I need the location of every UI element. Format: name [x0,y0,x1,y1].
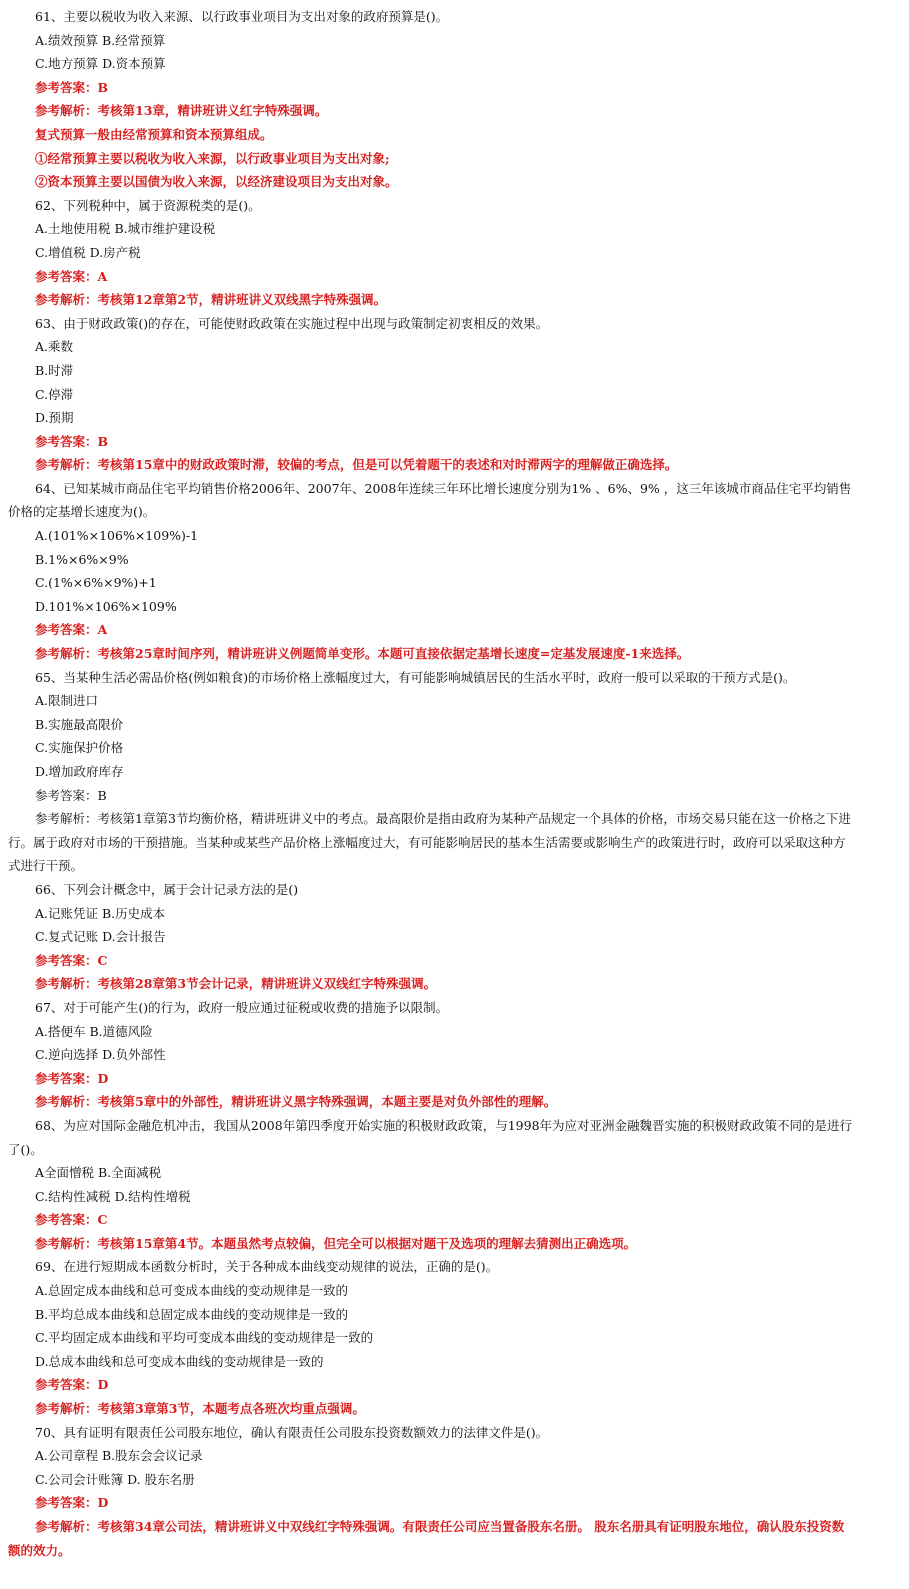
text-line: A.限制进口 [35,693,99,709]
text-line: B.实施最高限价 [35,716,124,732]
text-line: C.实施保护价格 [35,740,124,756]
text-line: 复式预算一般由经常预算和资本预算组成。 [35,126,273,142]
text-line: C.(1%×6%×9%)+1 [35,575,157,591]
text-line: B.时滞 [35,362,74,378]
document-page [0,5,909,1562]
text-line: D.101%×106%×109% [35,598,177,614]
text-line: 70、具有证明有限责任公司股东地位，确认有限责任公司股东投资数额效力的法律文件是()。 [35,1424,549,1440]
text-line: 参考答案：D [35,1070,109,1086]
text-line: C.结构性减税 D.结构性增税 [35,1188,191,1204]
text-line: 参考解析：考核第25章时间序列，精讲班讲义例题简单变形。本题可直接依据定基增长速度=定基发展速度-1来选择。 [35,646,690,662]
text-line: 式进行干预。 [8,858,84,874]
text-line: C.停滞 [35,386,74,402]
text-line: 参考答案：C [35,1212,108,1228]
text-line: 62、下列税种中，属于资源税类的是()。 [35,197,261,213]
text-line: 63、由于财政政策()的存在，可能使财政政策在实施过程中出现与政策制定初衷相反的效果。 [35,315,549,331]
text-line: 了()。 [8,1141,43,1157]
text-line: A.记账凭证 B.历史成本 [35,905,166,921]
text-line: 参考解析：考核第5章中的外部性，精讲班讲义黑字特殊强调，本题主要是对负外部性的理解。 [35,1094,557,1110]
text-line: 参考答案：A [35,268,108,284]
text-line: 69、在进行短期成本函数分析时，关于各种成本曲线变动规律的说法，正确的是()。 [35,1259,499,1275]
text-line: 参考解析：考核第12章第2节，精讲班讲义双线黑字特殊强调。 [35,292,387,308]
text-line: A全面憎税 B.全面减税 [35,1165,162,1181]
text-line: A.搭便车 B.道德风险 [35,1023,153,1039]
text-line: 61、主要以税收为收入来源、以行政事业项目为支出对象的政府预算是()。 [35,9,449,24]
text-line: 参考答案：D [35,1377,109,1393]
text-line: 67、对于可能产生()的行为，政府一般应通过征税或收费的措施予以限制。 [35,999,449,1015]
text-line: 64、已知某城市商品住宅平均销售价格2006年、2007年、2008年连续三年环比增长速度分别为1% 、6%、9% ，这三年该城市商品住宅平均销售 [35,480,852,496]
text-line: C.复式记账 D.会计报告 [35,929,166,945]
text-line: 参考解析：考核第13章，精讲班讲义红字特殊强调。 [35,103,328,119]
text-line: C.逆向选择 D.负外部性 [35,1047,166,1063]
text-line: A.(101%×106%×109%)-1 [35,528,199,544]
text-line: 参考答案：B [35,79,109,95]
text-line: A.土地使用税 B.城市维护建设税 [35,221,216,237]
text-line: 参考解析：考核第28章第3节会计记录，精讲班讲义双线红字特殊强调。 [35,976,437,992]
text-line: B.平均总成本曲线和总固定成本曲线的变动规律是一致的 [35,1306,349,1322]
text-line: ②资本预算主要以国债为收入来源，以经济建设项目为支出对象。 [35,174,398,190]
text-line: 参考答案：B [35,787,107,803]
text-line: 额的效力。 [8,1542,71,1558]
text-line: 行。属于政府对市场的干预措施。当某种或某些产品价格上涨幅度过大，有可能影响居民的基本生活需要或影响生产的政策进行时，政府可以采取这种方 [8,834,846,850]
text-line: C.增值税 D.房产税 [35,244,141,260]
text-line: A.总固定成本曲线和总可变成本曲线的变动规律是一致的 [35,1283,349,1299]
text-line: D.总成本曲线和总可变成本曲线的变动规律是一致的 [35,1353,324,1369]
text-line: 66、下列会计概念中，属于会计记录方法的是() [35,881,299,897]
text-line: 参考解析：考核第3章第3节，本题考点各班次均重点强调。 [35,1401,365,1417]
text-line: D.预期 [35,410,74,426]
text-line: 参考解析：考核第34章公司法，精讲班讲义中双线红字特殊强调。有限责任公司应当置备股东名册。 股东名册具有证明股东地位，确认股东投资数 [35,1519,845,1534]
text-line: 参考答案：B [35,433,109,449]
text-line: 参考答案：A [35,622,108,638]
text-line: 参考答案：C [35,952,108,968]
text-line: 65、当某种生活必需品价格(例如粮食)的市场价格上涨幅度过大，有可能影响城镇居民的生活水平时，政府一般可以采取的干预方式是()。 [35,669,796,685]
text-line: C.地方预算 D.资本预算 [35,56,166,72]
text-line: A.绩效预算 B.经常预算 [35,32,166,48]
text-line: ①经常预算主要以税收为收入来源，以行政事业项目为支出对象; [35,150,390,166]
text-line: 68、为应对国际金融危机冲击，我国从2008年第四季度开始实施的积极财政政策，与1998年为应对亚洲金融魏晋实施的积极财政政策不同的是进行 [35,1117,853,1133]
text-line: 参考解析：考核第1章第3节均衡价格，精讲班讲义中的考点。最高限价是指由政府为某种产品规定一个具体的价格，市场交易只能在这一价格之下进 [35,811,851,827]
text-line: 参考解析：考核第15章第4节。本题虽然考点较偏，但完全可以根据对题干及选项的理解去猜测出正确选项。 [35,1235,637,1251]
text-line: B.1%×6%×9% [35,551,129,567]
text-line: D.增加政府库存 [35,764,124,779]
text-line: C.平均固定成本曲线和平均可变成本曲线的变动规律是一致的 [35,1330,374,1346]
text-line: A.公司章程 B.股东会会议记录 [35,1448,203,1464]
text-line: A.乘数 [35,339,74,355]
text-line: 参考答案：D [35,1495,109,1511]
text-line: 参考解析：考核第15章中的财政政策时滞，较偏的考点，但是可以凭着题干的表述和对时滞两字的理解做正确选择。 [35,457,678,473]
text-line: C.公司会计账簿 D. 股东名册 [35,1471,195,1487]
text-line: 价格的定基增长速度为()。 [8,504,156,520]
